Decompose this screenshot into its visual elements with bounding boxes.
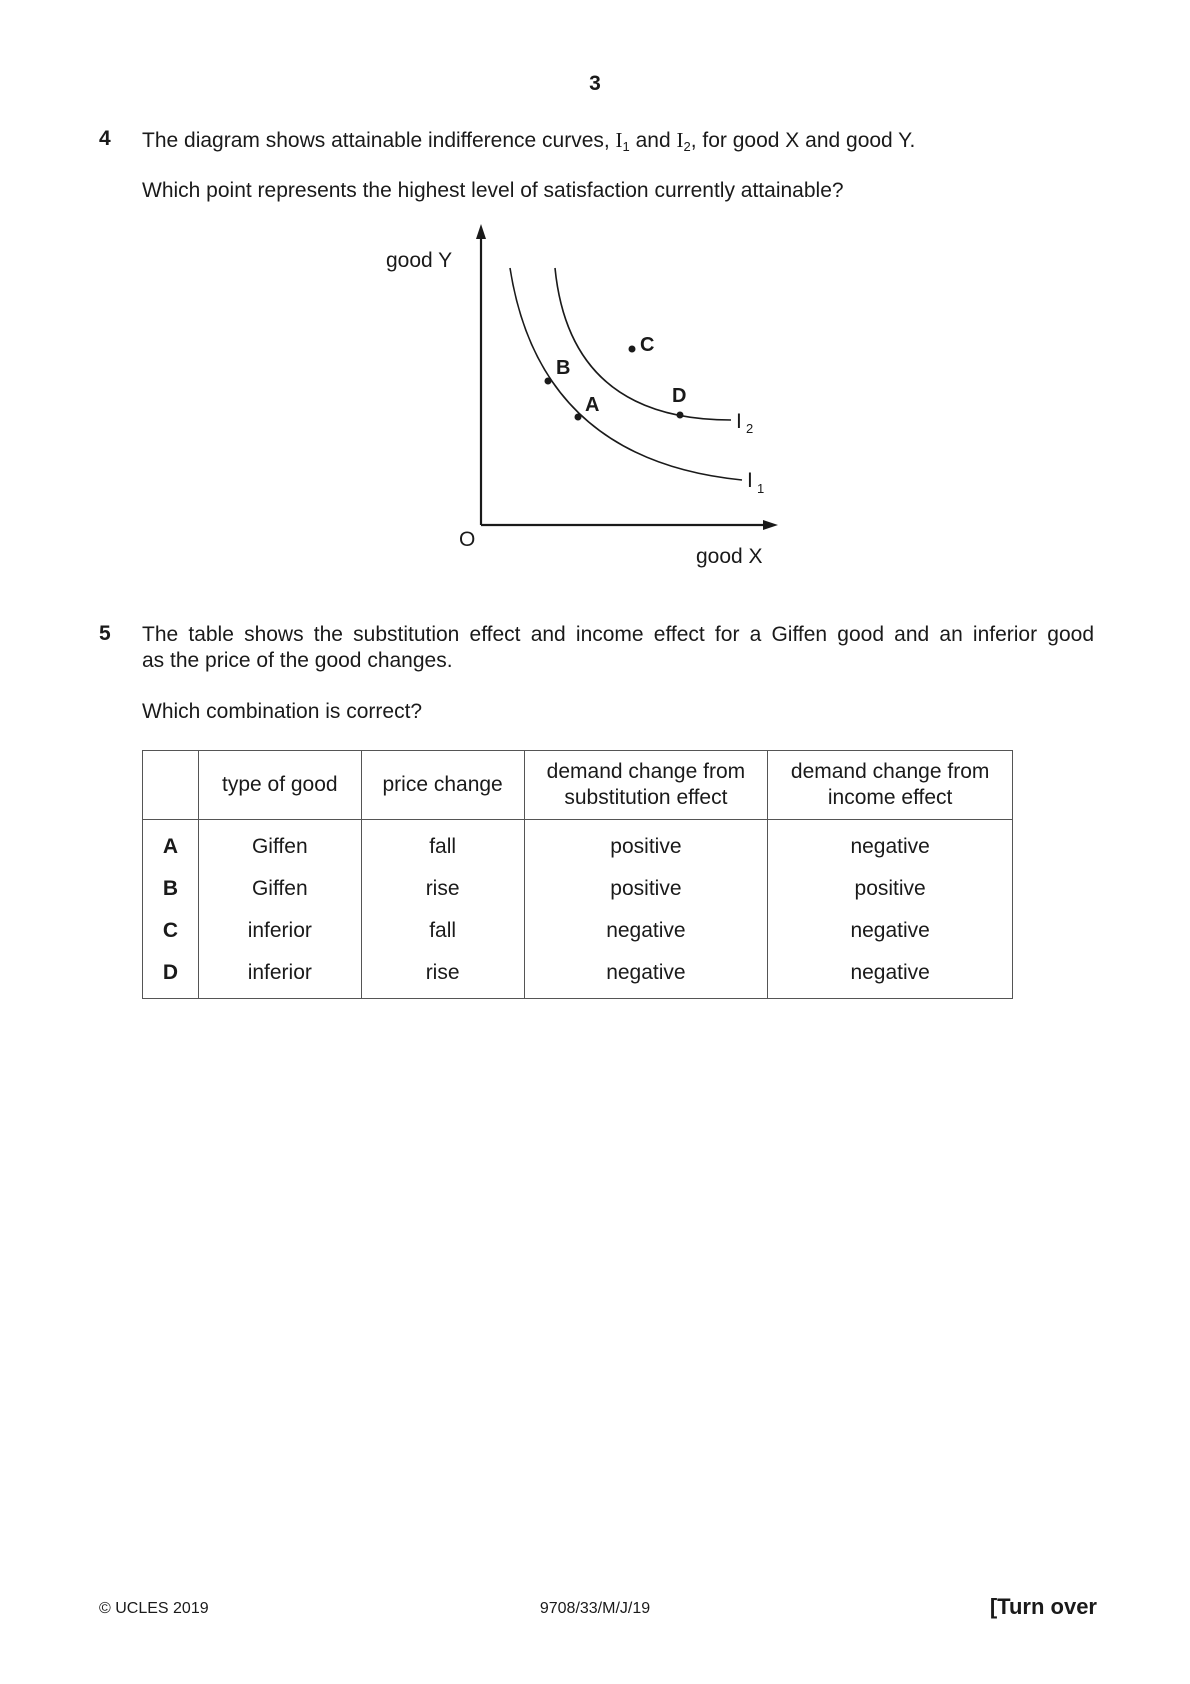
curve-i2-label: I xyxy=(736,410,742,433)
question-4-prompt: Which point represents the highest level of satisfaction currently attainable? xyxy=(142,179,844,202)
question-5-line-1: The table shows the substitution effect and income effect for a Giffen good and an inferior good xyxy=(142,623,1094,646)
y-axis-arrow xyxy=(476,224,486,239)
y-axis-label: good Y xyxy=(386,249,453,272)
turn-over-label: [Turn over xyxy=(989,1594,1097,1619)
point-b-dot xyxy=(545,378,552,385)
cell-substitution-effect: positive xyxy=(524,868,768,910)
cell-type-of-good: Giffen xyxy=(198,868,361,910)
cell-price-change: fall xyxy=(361,910,524,952)
point-c-dot xyxy=(629,346,636,353)
cell-income-effect: positive xyxy=(768,868,1013,910)
cell-substitution-effect: negative xyxy=(524,952,768,999)
point-a-label: A xyxy=(585,394,600,416)
cell-income-effect: negative xyxy=(768,952,1013,999)
point-d-label: D xyxy=(672,385,687,407)
question-5-prompt: Which combination is correct? xyxy=(142,700,423,723)
question-4-number: 4 xyxy=(99,127,111,150)
cell-price-change: rise xyxy=(361,868,524,910)
q4-curve-1-sub: 1 xyxy=(622,139,630,154)
curve-i1-sub: 1 xyxy=(757,481,765,496)
point-d-dot xyxy=(677,412,684,419)
origin-label: O xyxy=(459,528,476,551)
header-income-effect: demand change from income effect xyxy=(768,751,1013,820)
header-substitution-effect: demand change from substitution effect xyxy=(524,751,768,820)
indifference-curve-i1 xyxy=(510,268,742,480)
cell-type-of-good: inferior xyxy=(198,952,361,999)
table-row xyxy=(143,910,1013,952)
curve-i1-label: I xyxy=(747,469,753,492)
q4-text-post: , for good X and good Y. xyxy=(690,129,916,152)
cell-type-of-good: Giffen xyxy=(198,820,361,869)
table-row xyxy=(143,820,1013,869)
header-type-of-good: type of good xyxy=(198,751,361,820)
x-axis-label: good X xyxy=(696,545,763,568)
q4-curve-2-letter: I xyxy=(676,128,684,152)
row-option: D xyxy=(143,952,199,999)
cell-price-change: fall xyxy=(361,820,524,869)
x-axis-arrow xyxy=(763,520,778,530)
cell-income-effect: negative xyxy=(768,820,1013,869)
q4-text-pre: The diagram shows attainable indifference curves, xyxy=(142,129,616,152)
q4-curve-2-sub: 2 xyxy=(683,139,691,154)
question-5-number: 5 xyxy=(99,622,111,645)
footer-copyright: © UCLES 2019 xyxy=(99,1600,209,1617)
cell-price-change: rise xyxy=(361,952,524,999)
header-option xyxy=(143,751,199,820)
point-c-label: C xyxy=(640,334,655,356)
table-row xyxy=(143,868,1013,910)
header-price-change: price change xyxy=(361,751,524,820)
question-5-line-2: as the price of the good changes. xyxy=(142,649,453,672)
table-header-row xyxy=(143,751,1013,820)
row-option: C xyxy=(143,910,199,952)
cell-substitution-effect: negative xyxy=(524,910,768,952)
row-option: A xyxy=(143,820,199,869)
page-number: 3 xyxy=(589,72,601,95)
q4-text-and: and xyxy=(629,129,677,152)
question-4-intro xyxy=(142,127,915,160)
q4-curve-1-letter: I xyxy=(615,128,623,152)
indifference-curve-diagram xyxy=(370,220,830,580)
answer-table xyxy=(142,750,1013,999)
table-row xyxy=(143,952,1013,999)
cell-substitution-effect: positive xyxy=(524,820,768,869)
row-option: B xyxy=(143,868,199,910)
point-b-label: B xyxy=(556,357,571,379)
curve-i2-sub: 2 xyxy=(746,421,754,436)
cell-type-of-good: inferior xyxy=(198,910,361,952)
point-a-dot xyxy=(575,414,582,421)
footer-paper-code: 9708/33/M/J/19 xyxy=(539,1600,651,1617)
cell-income-effect: negative xyxy=(768,910,1013,952)
